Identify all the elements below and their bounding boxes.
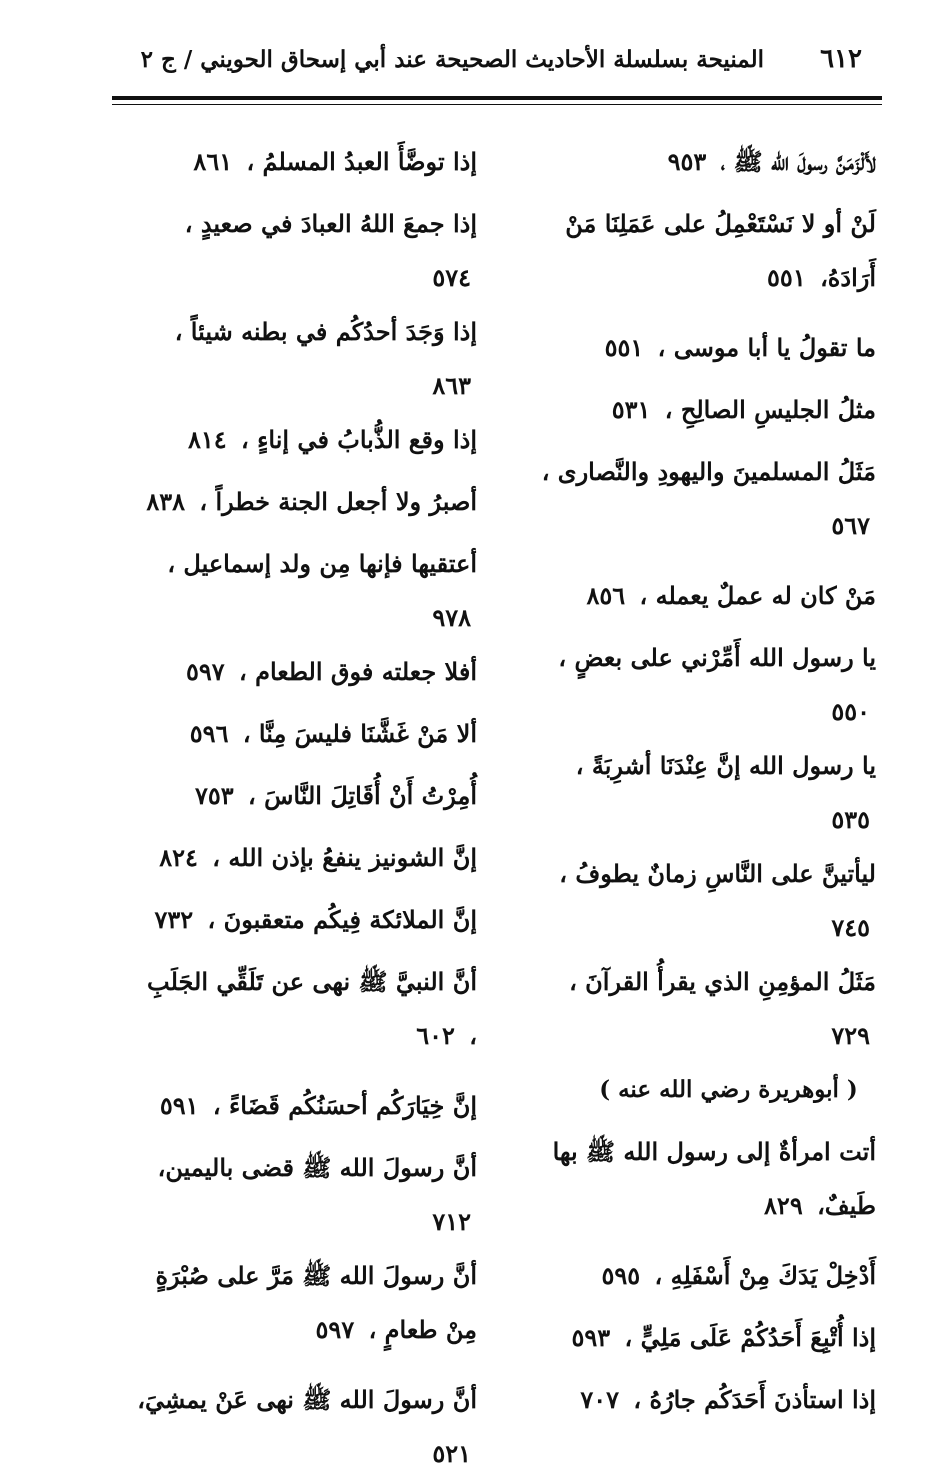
entry-number: ٧١٢ [432,1207,471,1236]
index-entry [132,707,477,769]
index-column-right [541,135,876,1435]
index-entry [541,135,876,197]
entry-number: ٥٩٦ [189,719,229,748]
index-column-left [132,135,477,1481]
entry-number: ٦٠٢ [416,1021,455,1050]
entry-text: أَدْخِلْ يَدَكَ مِنْ أَسْفَلِهِ ، [654,1261,876,1290]
entry-text: يا رسول الله إنَّ عِنْدَنَا أشرِبَةً ، [575,751,876,780]
index-entry [541,847,876,955]
index-entry [541,955,876,1063]
index-entry [132,769,477,831]
entry-number: ٨٦١ [193,147,233,176]
entry-text: مَثَلُ المسلمينَ واليهودِ والنَّصارى ، [541,457,876,486]
entry-text: يا رسول الله أَمِّرْني على بعضٍ ، [558,643,876,672]
index-entry [132,475,477,537]
entry-text: إنَّ الشونيز ينفعُ بإذن الله ، [212,843,477,872]
running-title: المنيحة بسلسلة الأحاديث الصحيحة عند أبي إسحاق الحويني / ج ٢ [140,46,764,73]
entry-number: ٥٥١ [767,263,806,292]
index-entry [132,197,477,305]
index-entry [132,831,477,893]
entry-number: ٥٩١ [159,1091,199,1120]
entry-text: ليأتينَّ على النَّاسِ زمانٌ يطوفُ ، [559,859,876,888]
index-entry [541,569,876,631]
entry-text: ألا مَنْ غَشَّنَا فليسَ مِنَّا ، [242,719,477,748]
page-header [112,38,882,82]
entry-text: إذا وَجَدَ أحدُكُم في بطنه شيئاً ، [174,317,477,346]
entry-number: ٧٣٢ [154,905,194,934]
entry-text: مَنْ كان له عملٌ يعمله ، [639,581,876,610]
entry-text: أُمِرْتُ أَنْ أُقَاتِلَ النَّاسَ ، [248,781,477,810]
entry-number: ٥٣١ [611,395,651,424]
index-entry [541,1311,876,1373]
entry-number: ٨٦٣ [432,371,471,400]
header-rule [112,96,882,100]
index-entry [132,413,477,475]
entry-text: إذا توضَّأَ العبدُ المسلمُ ، [246,147,477,176]
entry-number: ٨٣٨ [146,487,186,516]
entry-number: ٨١٤ [188,425,227,454]
index-entry [541,321,876,383]
index-entry [132,955,477,1079]
index-entry [541,1125,876,1249]
entry-text: لَنْ أو لا نَسْتَعْمِلُ على عَمَلِنَا مَنْ أَرَادَهُ، [565,209,876,292]
index-entry [132,893,477,955]
entry-number: ٥٦٧ [831,511,870,540]
index-entry [541,383,876,445]
entry-text: أنَّ رسولَ الله ﷺ قضى باليمين، [157,1153,477,1182]
entry-number: ٨٢٤ [159,843,198,872]
entry-text: أعتقيها فإنها مِن ولد إسماعيل ، [167,549,477,578]
index-entry [132,537,477,645]
entry-number: ٥٥٠ [831,697,870,726]
header-rule-thin [112,104,882,105]
entry-number: ٧٥٣ [195,781,234,810]
page-number: ٦١٢ [820,44,862,74]
entry-number: ٨٥٦ [586,581,626,610]
entry-number: ٥٩٧ [315,1315,355,1344]
index-entry [132,1249,477,1373]
entry-number: ٥٩٧ [185,657,225,686]
entry-text: لأَلْزَمَنَّ رسولَ الله ﷺ ، [720,147,876,176]
entry-text: إذا جمعَ اللهُ العبادَ في صعيدٍ ، [184,209,477,238]
index-entry [132,1373,477,1481]
entry-number: ٨٢٩ [764,1191,803,1220]
index-entry [132,1079,477,1141]
entry-number: ٩٥٣ [667,147,707,176]
entry-text: أنَّ رسولَ الله ﷺ مَرَّ على صُبْرَةٍ مِنْ طعامٍ ، [155,1261,477,1344]
index-entry [541,631,876,739]
entry-number: ٥٣٥ [831,805,870,834]
entry-text: إنَّ خِيَارَكُم أحسَنُكُم قَضَاءً ، [212,1091,477,1120]
entry-number: ٧٤٥ [831,913,870,942]
index-entry [132,305,477,413]
index-entry [132,1141,477,1249]
entry-number: ٥٥١ [604,333,644,362]
entry-text: أفلا جعلته فوق الطعام ، [238,657,477,686]
entry-number: ٥٧٤ [432,263,471,292]
index-entry [541,1373,876,1435]
index-entry [132,645,477,707]
entry-text: أتت امرأةٌ إلى رسول الله ﷺ بها طَيفٌ، [552,1137,876,1220]
index-entry [541,739,876,847]
entry-text: أنَّ رسولَ الله ﷺ نهى عَنْ يمشِيَ، [137,1385,477,1414]
index-entry [541,445,876,569]
entry-text: إذا أُتْبِعَ أَحَدُكُمْ عَلَى مَلِيٍّ ، [624,1323,876,1352]
entry-text: إنَّ الملائكة فِيكُم متعقبونَ ، [207,905,477,934]
index-entry [541,197,876,321]
entry-number: ٧٢٩ [831,1021,870,1050]
entry-text: أنَّ النبيَّ ﷺ نهى عن تَلَقِّي الجَلَبِ ، [147,967,477,1050]
entry-text: إذا وقع الذُّبابُ في إناءٍ ، [241,425,477,454]
entry-text: أصبرُ ولا أجعل الجنة خطراً ، [199,487,477,516]
entry-text: مَثَلُ المؤمِنِ الذي يقرأُ القرآنَ ، [569,967,876,996]
entry-text: ما تقولُ يا أبا موسى ، [657,333,876,362]
index-entry [132,135,477,197]
entry-number: ٩٧٨ [432,603,471,632]
entry-number: ٧٠٧ [580,1385,619,1414]
entry-text: إذا استأذنَ أَحَدَكُم جارُهُ ، [633,1385,876,1414]
entry-text: مثلُ الجليسِ الصالِحِ ، [664,395,876,424]
index-entry [541,1249,876,1311]
entry-number: ٥٩٣ [571,1323,611,1352]
entry-number: ٥٩٥ [601,1261,641,1290]
entry-number: ٥٢١ [432,1439,471,1468]
section-heading: ( أبوهريرة رضي الله عنه ) [599,1076,858,1103]
